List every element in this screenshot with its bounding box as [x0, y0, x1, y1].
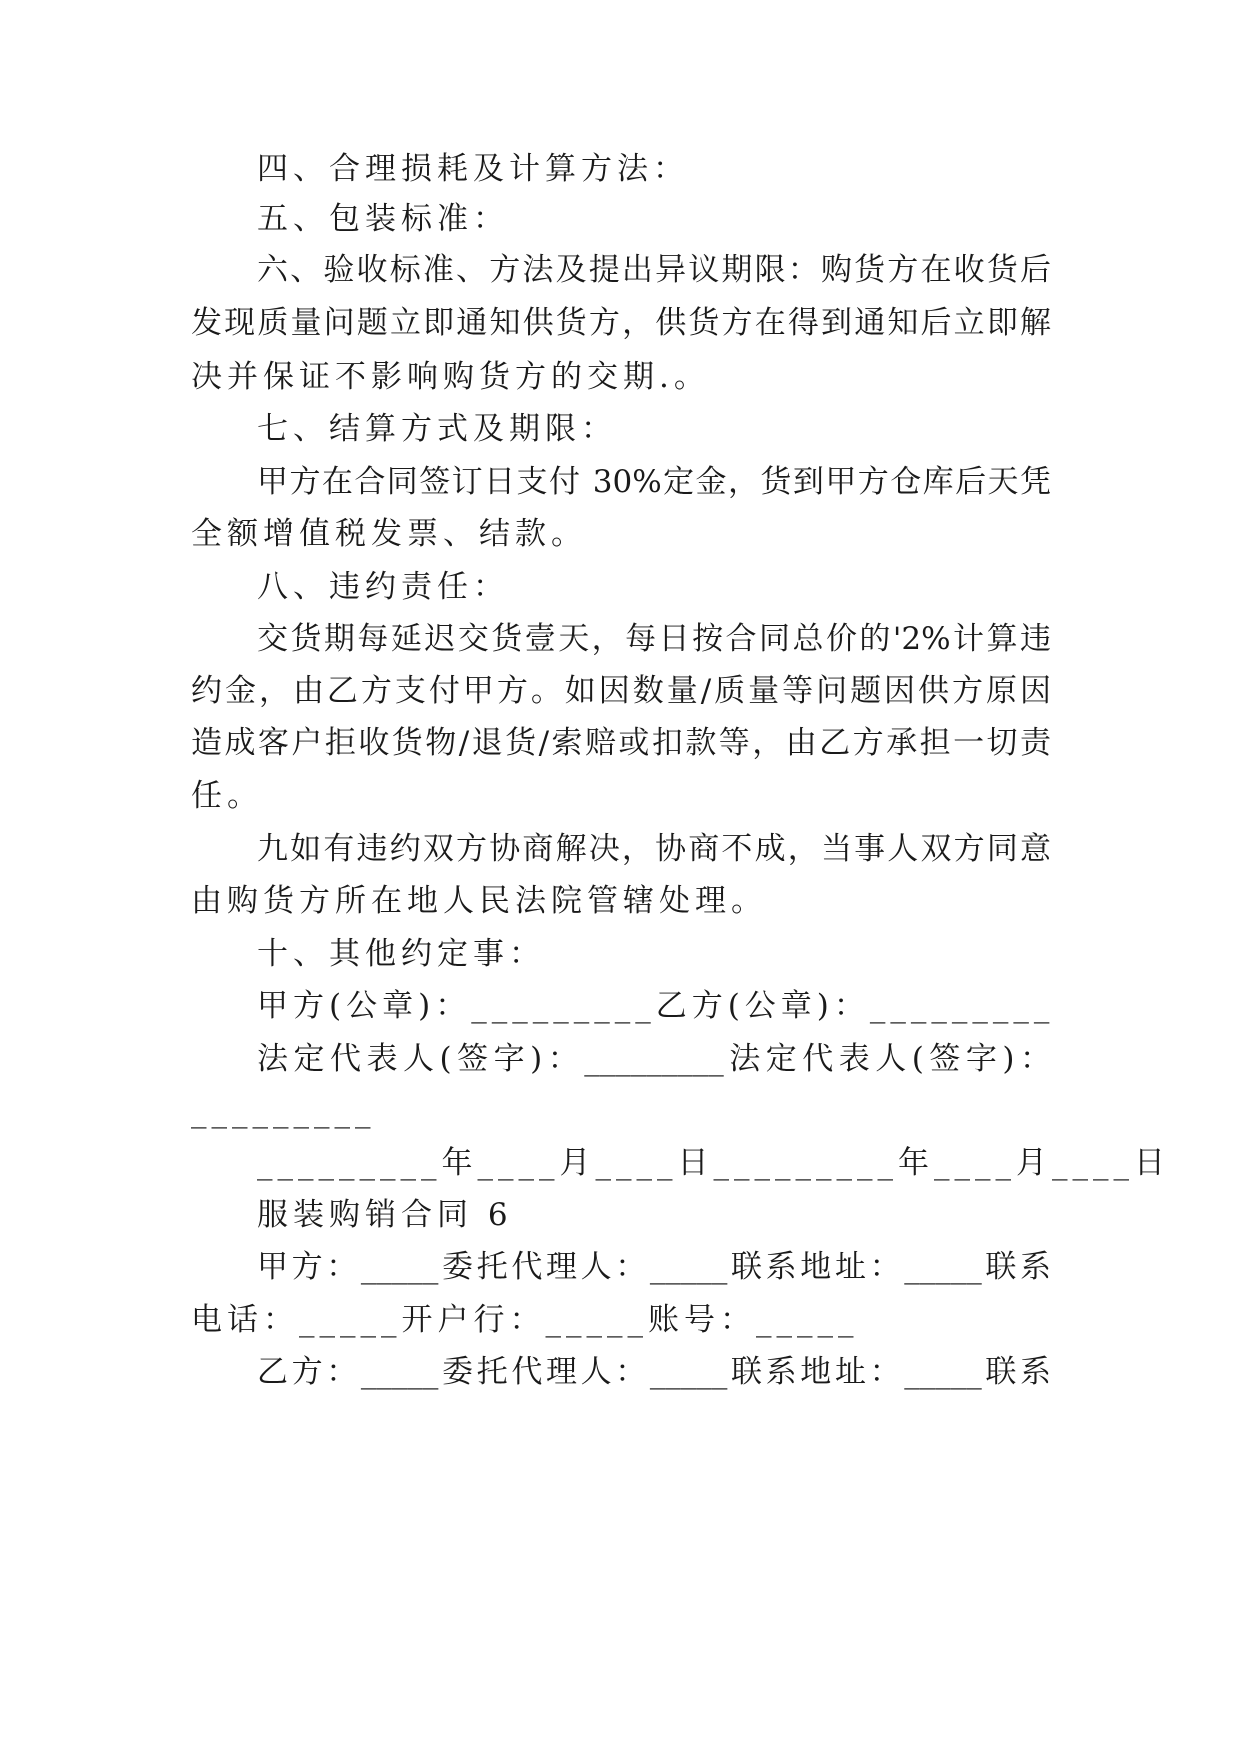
contract-title: 服装购销合同 6 [257, 1197, 513, 1233]
clause-5-heading: 五、包装标准： [257, 201, 509, 237]
clause-6-line-1: 六、验收标准、方法及提出异议期限：购货方在收货后 [257, 252, 1051, 288]
clause-9-line-2: 由购货方所在地人民法院管辖处理。 [191, 883, 767, 919]
legal-representative-line: 法定代表人(签字)：_________法定代表人(签字)： [257, 1041, 1051, 1077]
date-line: _________年____月____日_________年____月____日 [257, 1145, 1170, 1181]
company-seal-line: 甲方(公章)：_________乙方(公章)：_________ [257, 988, 1055, 1024]
clause-8-line-1: 交货期每延迟交货壹天，每日按合同总价的'2%计算违 [257, 621, 1051, 657]
clause-7-line-2: 全额增值税发票、结款。 [191, 516, 587, 552]
clause-6-line-2: 发现质量问题立即通知供货方，供货方在得到通知后立即解 [191, 305, 1051, 341]
party-a-line-2: 电话：_____开户行：_____账号：_____ [191, 1302, 859, 1338]
clause-6-line-3: 决并保证不影响购货方的交期.。 [191, 359, 710, 395]
clause-7-heading: 七、结算方式及期限： [257, 411, 617, 447]
clause-8-line-4: 任。 [191, 778, 263, 814]
clause-4-heading: 四、合理损耗及计算方法： [257, 151, 689, 187]
signature-blank: _________ [191, 1093, 376, 1129]
clause-8-line-3: 造成客户拒收货物/退货/索赔或扣款等，由乙方承担一切责 [191, 725, 1051, 761]
clause-8-line-2: 约金，由乙方支付甲方。如因数量/质量等问题因供方原因 [191, 673, 1051, 709]
clause-10-heading: 十、其他约定事： [257, 936, 545, 972]
clause-9-line-1: 九如有违约双方协商解决，协商不成，当事人双方同意 [257, 831, 1051, 867]
party-b-line-1: 乙方：_____委托代理人：_____联系地址：_____联系 [257, 1354, 1051, 1390]
party-a-line-1: 甲方：_____委托代理人：_____联系地址：_____联系 [257, 1249, 1051, 1285]
clause-7-line-1: 甲方在合同签订日支付 30%定金，货到甲方仓库后天凭 [257, 464, 1051, 500]
clause-8-heading: 八、违约责任： [257, 569, 509, 605]
